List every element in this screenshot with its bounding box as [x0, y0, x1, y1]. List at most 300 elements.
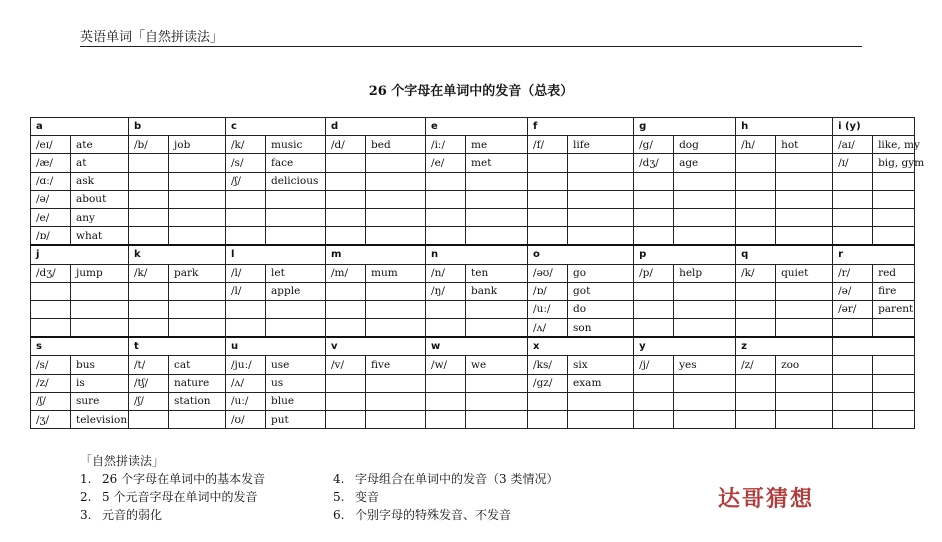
example-word-cell: what: [71, 227, 129, 246]
example-word-cell: ate: [71, 136, 129, 154]
phoneme-cell: /ŋ/: [426, 282, 466, 300]
phoneme-cell: [326, 190, 366, 208]
letter-header-cell: v: [326, 337, 426, 356]
phoneme-cell: [326, 319, 366, 338]
phoneme-cell: [326, 227, 366, 246]
phoneme-cell: [634, 172, 674, 190]
example-word-cell: [169, 172, 226, 190]
list-item: 2. 5 个元音字母在单词中的发音: [80, 490, 258, 504]
example-word-cell: do: [568, 300, 634, 318]
example-word-cell: [674, 319, 736, 338]
header-rule: [80, 46, 862, 47]
example-word-cell: [568, 154, 634, 172]
example-word-cell: [366, 282, 426, 300]
example-word-cell: [776, 172, 833, 190]
example-word-cell: [169, 227, 226, 246]
example-word-cell: bank: [466, 282, 528, 300]
example-word-cell: [568, 190, 634, 208]
example-word-cell: jump: [71, 264, 129, 282]
phoneme-cell: [31, 300, 71, 318]
example-word-cell: [466, 227, 528, 246]
example-word-cell: [366, 227, 426, 246]
phoneme-cell: [833, 227, 873, 246]
example-word-cell: yes: [674, 356, 736, 374]
phoneme-cell: /d/: [326, 136, 366, 154]
phoneme-cell: [426, 319, 466, 338]
phoneme-cell: /v/: [326, 356, 366, 374]
phoneme-cell: [129, 282, 169, 300]
phoneme-cell: [736, 227, 776, 246]
example-word-cell: [873, 190, 915, 208]
phoneme-cell: [736, 190, 776, 208]
phoneme-cell: /j/: [634, 356, 674, 374]
phoneme-cell: [736, 282, 776, 300]
phoneme-cell: /ks/: [528, 356, 568, 374]
phoneme-cell: /ɒ/: [31, 227, 71, 246]
document-header: 英语单词「自然拼读法」: [80, 30, 224, 45]
phoneme-cell: [426, 227, 466, 246]
example-word-cell: let: [266, 264, 326, 282]
example-word-cell: we: [466, 356, 528, 374]
phoneme-cell: [736, 172, 776, 190]
example-word-cell: [366, 190, 426, 208]
notes-left-list: [80, 470, 265, 524]
letter-header-cell: m: [326, 245, 426, 264]
example-word-cell: red: [873, 264, 915, 282]
phoneme-cell: [226, 190, 266, 208]
letter-header-row: [31, 118, 915, 136]
phoneme-cell: /z/: [31, 374, 71, 392]
phoneme-cell: [226, 319, 266, 338]
phoneme-cell: [634, 227, 674, 246]
example-word-cell: [568, 392, 634, 410]
example-word-cell: quiet: [776, 264, 833, 282]
example-word-cell: [776, 227, 833, 246]
example-word-cell: [366, 374, 426, 392]
example-word-cell: [169, 300, 226, 318]
phoneme-cell: [129, 411, 169, 429]
phoneme-cell: [528, 227, 568, 246]
phoneme-cell: [31, 319, 71, 338]
example-word-cell: [674, 227, 736, 246]
letter-header-cell: [833, 337, 915, 356]
phoneme-cell: /ər/: [833, 300, 873, 318]
letter-header-cell: e: [426, 118, 528, 136]
phoneme-cell: [129, 172, 169, 190]
phoneme-cell: [426, 411, 466, 429]
letter-header-row: [31, 337, 915, 356]
phoneme-cell: /t/: [129, 356, 169, 374]
phoneme-cell: /ə/: [31, 190, 71, 208]
phoneme-cell: /iː/: [426, 136, 466, 154]
phoneme-cell: [31, 282, 71, 300]
phoneme-cell: [833, 190, 873, 208]
example-word-cell: got: [568, 282, 634, 300]
phoneme-cell: [736, 154, 776, 172]
example-word-cell: [776, 282, 833, 300]
phoneme-cell: [634, 300, 674, 318]
example-word-cell: [776, 154, 833, 172]
phoneme-cell: [129, 227, 169, 246]
example-word-cell: ask: [71, 172, 129, 190]
example-word-cell: [873, 319, 915, 338]
example-word-cell: [568, 172, 634, 190]
phoneme-cell: /ʌ/: [226, 374, 266, 392]
example-word-cell: cat: [169, 356, 226, 374]
example-word-cell: big, gym: [873, 154, 915, 172]
example-word-cell: [674, 190, 736, 208]
phoneme-cell: /l/: [226, 282, 266, 300]
example-word-cell: mum: [366, 264, 426, 282]
example-word-cell: [466, 190, 528, 208]
example-word-cell: [674, 300, 736, 318]
phoneme-cell: [528, 411, 568, 429]
example-word-cell: like, my: [873, 136, 915, 154]
example-word-cell: use: [266, 356, 326, 374]
phoneme-cell: /uː/: [528, 300, 568, 318]
phoneme-cell: /k/: [129, 264, 169, 282]
phoneme-cell: /ʌ/: [528, 319, 568, 338]
phoneme-cell: [326, 208, 366, 226]
example-word-cell: [466, 172, 528, 190]
list-item: 6. 个别字母的特殊发音、不发音: [333, 508, 512, 522]
table-row: [31, 190, 915, 208]
letter-header-cell: z: [736, 337, 833, 356]
phoneme-cell: /k/: [226, 136, 266, 154]
letter-header-cell: a: [31, 118, 129, 136]
phoneme-cell: [634, 282, 674, 300]
phoneme-cell: [326, 300, 366, 318]
example-word-cell: [466, 411, 528, 429]
example-word-cell: park: [169, 264, 226, 282]
example-word-cell: job: [169, 136, 226, 154]
example-word-cell: bed: [366, 136, 426, 154]
table-row: [31, 208, 915, 226]
example-word-cell: [873, 374, 915, 392]
table-row: [31, 154, 915, 172]
example-word-cell: [776, 411, 833, 429]
letter-header-cell: t: [129, 337, 226, 356]
example-word-cell: help: [674, 264, 736, 282]
example-word-cell: fire: [873, 282, 915, 300]
table-row: [31, 282, 915, 300]
example-word-cell: [466, 319, 528, 338]
example-word-cell: dog: [674, 136, 736, 154]
phoneme-cell: [426, 374, 466, 392]
example-word-cell: [266, 208, 326, 226]
example-word-cell: [466, 374, 528, 392]
phoneme-cell: /ɑː/: [31, 172, 71, 190]
table-row: [31, 392, 915, 410]
letter-header-cell: i (y): [833, 118, 915, 136]
example-word-cell: delicious: [266, 172, 326, 190]
example-word-cell: [776, 300, 833, 318]
example-word-cell: [873, 172, 915, 190]
letter-header-cell: k: [129, 245, 226, 264]
phoneme-cell: [833, 392, 873, 410]
watermark-logo: 达哥猜想: [718, 487, 815, 512]
phoneme-cell: /e/: [426, 154, 466, 172]
example-word-cell: go: [568, 264, 634, 282]
phoneme-cell: [833, 172, 873, 190]
phoneme-cell: [736, 411, 776, 429]
list-item: 1. 26 个字母在单词中的基本发音: [80, 472, 266, 486]
letter-header-cell: x: [528, 337, 634, 356]
phoneme-cell: [426, 190, 466, 208]
example-word-cell: [169, 411, 226, 429]
letter-header-cell: f: [528, 118, 634, 136]
list-item: 5. 变音: [333, 490, 380, 504]
example-word-cell: zoo: [776, 356, 833, 374]
example-word-cell: age: [674, 154, 736, 172]
example-word-cell: [169, 282, 226, 300]
letter-header-cell: u: [226, 337, 326, 356]
phoneme-cell: [833, 411, 873, 429]
phoneme-cell: /tʃ/: [129, 374, 169, 392]
example-word-cell: [776, 392, 833, 410]
example-word-cell: [366, 392, 426, 410]
phoneme-cell: [129, 190, 169, 208]
letter-header-cell: q: [736, 245, 833, 264]
phoneme-cell: /s/: [226, 154, 266, 172]
phoneme-cell: [634, 374, 674, 392]
phoneme-cell: /z/: [736, 356, 776, 374]
example-word-cell: nature: [169, 374, 226, 392]
phoneme-cell: /l/: [226, 264, 266, 282]
example-word-cell: [266, 300, 326, 318]
table-row: [31, 374, 915, 392]
phoneme-cell: [326, 374, 366, 392]
phoneme-cell: [426, 172, 466, 190]
example-word-cell: [674, 172, 736, 190]
phoneme-cell: [528, 172, 568, 190]
letter-header-row: [31, 245, 915, 264]
letter-header-cell: b: [129, 118, 226, 136]
example-word-cell: [366, 172, 426, 190]
example-word-cell: [776, 190, 833, 208]
phoneme-cell: [426, 208, 466, 226]
phoneme-cell: [326, 411, 366, 429]
phoneme-cell: /f/: [528, 136, 568, 154]
letter-header-cell: n: [426, 245, 528, 264]
example-word-cell: any: [71, 208, 129, 226]
phoneme-cell: [426, 392, 466, 410]
letter-header-cell: r: [833, 245, 915, 264]
phoneme-cell: /ʃ/: [226, 172, 266, 190]
example-word-cell: [169, 154, 226, 172]
example-word-cell: five: [366, 356, 426, 374]
table-row: [31, 227, 915, 246]
letter-header-cell: s: [31, 337, 129, 356]
phoneme-cell: [833, 208, 873, 226]
example-word-cell: [366, 300, 426, 318]
letter-header-cell: w: [426, 337, 528, 356]
phoneme-cell: [528, 208, 568, 226]
example-word-cell: at: [71, 154, 129, 172]
example-word-cell: [71, 319, 129, 338]
example-word-cell: [674, 282, 736, 300]
example-word-cell: son: [568, 319, 634, 338]
phoneme-cell: [226, 208, 266, 226]
phoneme-cell: [634, 190, 674, 208]
phoneme-cell: /uː/: [226, 392, 266, 410]
phoneme-cell: [129, 300, 169, 318]
letter-header-cell: c: [226, 118, 326, 136]
phoneme-cell: /ɪ/: [833, 154, 873, 172]
example-word-cell: [71, 282, 129, 300]
example-word-cell: [466, 392, 528, 410]
example-word-cell: [776, 374, 833, 392]
letter-header-cell: o: [528, 245, 634, 264]
phoneme-cell: /ʃ/: [31, 392, 71, 410]
example-word-cell: six: [568, 356, 634, 374]
phoneme-cell: [634, 208, 674, 226]
list-item: 4. 字母组合在单词中的发音（3 类情况）: [333, 472, 559, 486]
example-word-cell: [873, 208, 915, 226]
phoneme-cell: [833, 356, 873, 374]
phoneme-cell: /n/: [426, 264, 466, 282]
phoneme-cell: /æ/: [31, 154, 71, 172]
phoneme-cell: /aɪ/: [833, 136, 873, 154]
phoneme-cell: /ʒ/: [31, 411, 71, 429]
phoneme-cell: /gz/: [528, 374, 568, 392]
example-word-cell: [568, 208, 634, 226]
table-row: [31, 172, 915, 190]
phoneme-cell: [833, 319, 873, 338]
phoneme-cell: /ɒ/: [528, 282, 568, 300]
letter-header-cell: h: [736, 118, 833, 136]
phoneme-cell: /k/: [736, 264, 776, 282]
example-word-cell: [266, 227, 326, 246]
phoneme-cell: [833, 374, 873, 392]
phoneme-cell: [226, 300, 266, 318]
phoneme-cell: [129, 319, 169, 338]
table-title: 26 个字母在单词中的发音（总表）: [368, 84, 574, 99]
phoneme-cell: /dʒ/: [634, 154, 674, 172]
phoneme-cell: /g/: [634, 136, 674, 154]
example-word-cell: sure: [71, 392, 129, 410]
example-word-cell: life: [568, 136, 634, 154]
example-word-cell: [776, 208, 833, 226]
phoneme-cell: [129, 208, 169, 226]
example-word-cell: [568, 411, 634, 429]
phoneme-cell: /ʊ/: [226, 411, 266, 429]
notes-right-list: [333, 470, 558, 524]
example-word-cell: station: [169, 392, 226, 410]
letter-header-cell: d: [326, 118, 426, 136]
phoneme-cell: [129, 154, 169, 172]
phoneme-cell: [326, 282, 366, 300]
example-word-cell: [674, 374, 736, 392]
phoneme-cell: [528, 154, 568, 172]
phoneme-cell: [634, 319, 674, 338]
phoneme-cell: /w/: [426, 356, 466, 374]
example-word-cell: ten: [466, 264, 528, 282]
phoneme-cell: [736, 374, 776, 392]
phoneme-cell: /p/: [634, 264, 674, 282]
example-word-cell: blue: [266, 392, 326, 410]
table-row: [31, 356, 915, 374]
phoneme-cell: /r/: [833, 264, 873, 282]
example-word-cell: [674, 411, 736, 429]
phoneme-cell: /juː/: [226, 356, 266, 374]
phoneme-cell: /b/: [129, 136, 169, 154]
example-word-cell: about: [71, 190, 129, 208]
phoneme-cell: /ə/: [833, 282, 873, 300]
example-word-cell: [169, 319, 226, 338]
phonics-table: [30, 117, 925, 429]
phoneme-cell: [326, 392, 366, 410]
example-word-cell: [674, 208, 736, 226]
phoneme-cell: [736, 319, 776, 338]
phoneme-cell: /ʃ/: [129, 392, 169, 410]
example-word-cell: [674, 392, 736, 410]
letter-header-cell: j: [31, 245, 129, 264]
example-word-cell: television: [71, 411, 129, 429]
table-row: [31, 300, 915, 318]
example-word-cell: [366, 319, 426, 338]
phoneme-cell: [634, 411, 674, 429]
example-word-cell: [873, 411, 915, 429]
example-word-cell: [568, 227, 634, 246]
phoneme-cell: [736, 208, 776, 226]
phoneme-cell: [226, 227, 266, 246]
phoneme-cell: [326, 154, 366, 172]
example-word-cell: [169, 190, 226, 208]
letter-header-cell: y: [634, 337, 736, 356]
phoneme-cell: /e/: [31, 208, 71, 226]
example-word-cell: [466, 300, 528, 318]
example-word-cell: met: [466, 154, 528, 172]
notes-heading: 「自然拼读法」: [80, 454, 165, 468]
phoneme-cell: /dʒ/: [31, 264, 71, 282]
example-word-cell: [71, 300, 129, 318]
phoneme-cell: [736, 300, 776, 318]
phoneme-cell: /eɪ/: [31, 136, 71, 154]
example-word-cell: music: [266, 136, 326, 154]
example-word-cell: exam: [568, 374, 634, 392]
letter-header-cell: l: [226, 245, 326, 264]
example-word-cell: face: [266, 154, 326, 172]
example-word-cell: [873, 227, 915, 246]
example-word-cell: us: [266, 374, 326, 392]
phoneme-cell: [426, 300, 466, 318]
phoneme-cell: [528, 392, 568, 410]
example-word-cell: bus: [71, 356, 129, 374]
phoneme-cell: [634, 392, 674, 410]
phoneme-cell: /m/: [326, 264, 366, 282]
example-word-cell: apple: [266, 282, 326, 300]
example-word-cell: [366, 208, 426, 226]
example-word-cell: put: [266, 411, 326, 429]
example-word-cell: hot: [776, 136, 833, 154]
example-word-cell: [466, 208, 528, 226]
phoneme-cell: [326, 172, 366, 190]
example-word-cell: [169, 208, 226, 226]
table-row: [31, 264, 915, 282]
table-row: [31, 411, 915, 429]
phoneme-cell: /h/: [736, 136, 776, 154]
example-word-cell: me: [466, 136, 528, 154]
phoneme-cell: [528, 190, 568, 208]
letter-header-cell: g: [634, 118, 736, 136]
example-word-cell: [776, 319, 833, 338]
letter-header-cell: p: [634, 245, 736, 264]
table-row: [31, 136, 915, 154]
phoneme-cell: /s/: [31, 356, 71, 374]
list-item: 3. 元音的弱化: [80, 508, 163, 522]
phoneme-cell: [736, 392, 776, 410]
